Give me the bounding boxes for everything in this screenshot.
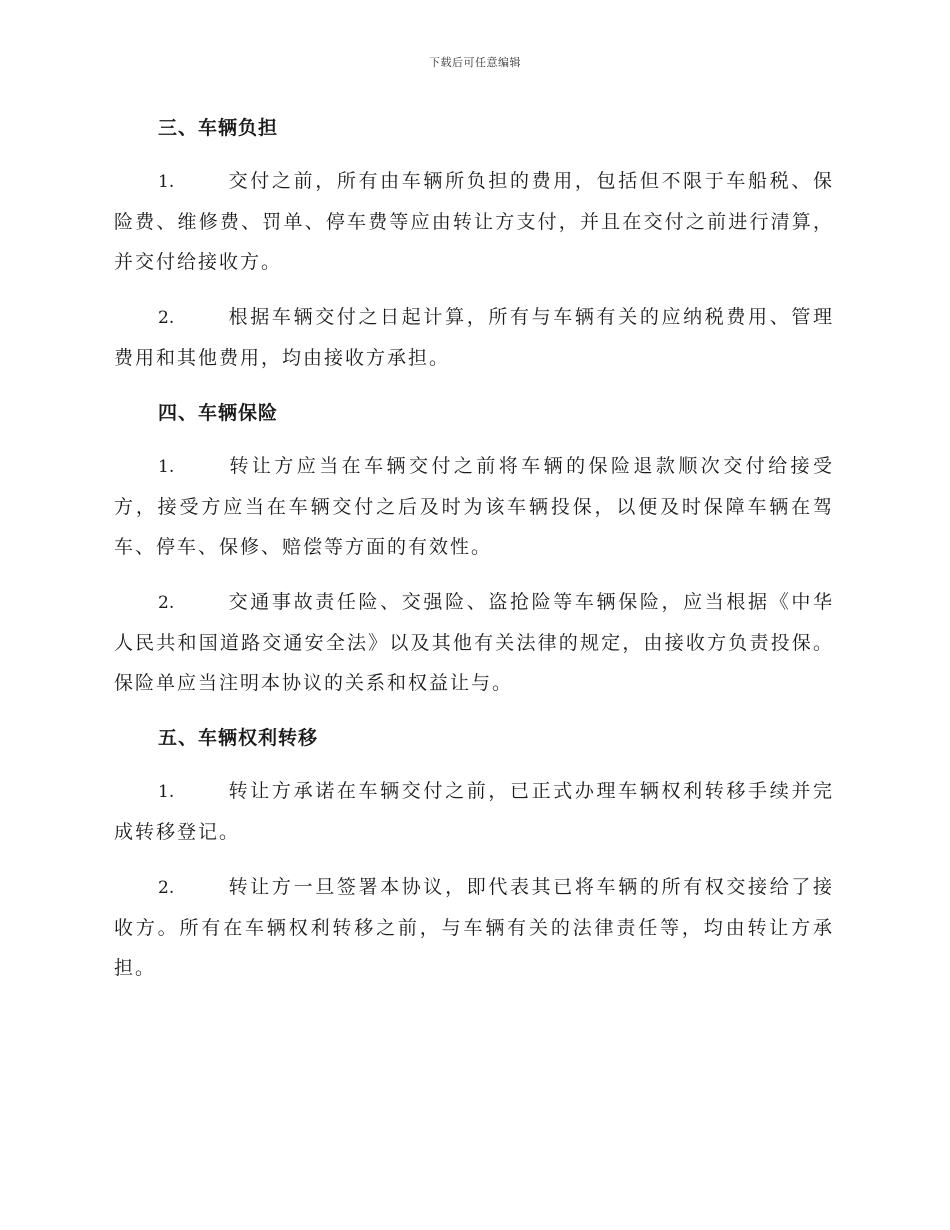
clause-number: 1.	[158, 782, 175, 802]
document-body	[114, 108, 834, 1003]
clause-paragraph	[114, 867, 834, 988]
clause-number: 1.	[158, 172, 175, 192]
clause-paragraph	[114, 771, 834, 852]
section-rights-transfer	[114, 718, 834, 988]
section-vehicle-insurance	[114, 393, 834, 703]
section-heading: 五、车辆权利转移	[158, 727, 319, 749]
page-header-note: 下载后可任意编辑	[429, 56, 521, 69]
clause-number: 2.	[158, 593, 175, 613]
clause-text: 转让方一旦签署本协议，即代表其已将车辆的所有权交接给了接收方。所有在车辆权利转移之前，与车辆有关的法律责任等，均由转让方承担。	[114, 876, 834, 979]
clause-text: 交通事故责任险、交强险、盗抢险等车辆保险，应当根据《中华人民共和国道路交通安全法》以及其他有关法律的规定，由接收方负责投保。保险单应当注明本协议的关系和权益让与。	[114, 591, 834, 694]
clause-number: 1.	[158, 457, 175, 477]
clause-number: 2.	[158, 308, 175, 328]
clause-paragraph	[114, 297, 834, 378]
clause-text: 转让方应当在车辆交付之前将车辆的保险退款顺次交付给接受方，接受方应当在车辆交付之后及时为该车辆投保，以便及时保障车辆在驾车、停车、保修、赔偿等方面的有效性。	[114, 455, 834, 558]
clause-text: 根据车辆交付之日起计算，所有与车辆有关的应纳税费用、管理费用和其他费用，均由接收方承担。	[114, 306, 834, 369]
clause-number: 2.	[158, 878, 175, 898]
clause-text: 交付之前，所有由车辆所负担的费用，包括但不限于车船税、保险费、维修费、罚单、停车费等应由转让方支付，并且在交付之前进行清算，并交付给接收方。	[114, 170, 834, 273]
clause-paragraph	[114, 161, 834, 282]
section-heading: 四、车辆保险	[158, 402, 279, 424]
section-vehicle-burden	[114, 108, 834, 378]
section-heading: 三、车辆负担	[158, 117, 279, 139]
clause-paragraph	[114, 582, 834, 703]
clause-paragraph	[114, 446, 834, 567]
clause-text: 转让方承诺在车辆交付之前，已正式办理车辆权利转移手续并完成转移登记。	[114, 780, 834, 843]
